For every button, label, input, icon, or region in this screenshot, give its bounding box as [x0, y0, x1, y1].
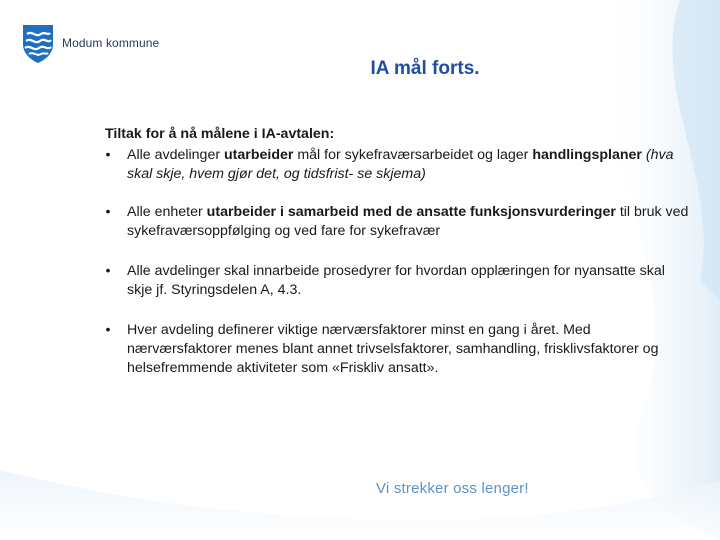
intro-heading: Tiltak for å nå målene i IA-avtalen: [105, 126, 335, 142]
bullet-dot: • [105, 263, 111, 279]
bullet-dot: • [105, 322, 111, 338]
bullet-item-3 [100, 262, 690, 300]
page-title: IA mål forts. [370, 58, 480, 79]
slogan: Vi strekker oss lenger! [376, 480, 529, 497]
bullet-dot: • [105, 204, 111, 220]
bullet-4-text: Hver avdeling definerer viktige nærværsfaktorer minst en gang i året. Med nærværsfaktorer menes blant annet trivselsfaktorer, samhandling, frisklivsfaktorer og helsefremmende aktiviteter som «Friskliv ansatt». [127, 322, 659, 376]
logo [20, 22, 159, 64]
content [100, 125, 690, 378]
bullet-3-text: Alle avdelinger skal innarbeide prosedyrer for hvordan opplæringen for nyansatte skal skje jf. Styringsdelen A, 4.3. [127, 263, 665, 298]
bullet-item-4 [100, 321, 690, 378]
bullet-dot: • [105, 147, 111, 163]
logo-text: Modum kommune [62, 36, 160, 50]
modum-crest-icon [20, 22, 56, 64]
bullet-2-text: Alle enheter utarbeider i samarbeid med de ansatte funksjonsvurderinger til bruk ved sykefraværsoppfølging og ved fare for sykefravær [127, 204, 689, 239]
bullet-item-2 [100, 203, 690, 241]
bullet-item-1 [100, 146, 690, 184]
bullet-1-text: Alle avdelinger utarbeider mål for sykefraværsarbeidet og lager handlingsplaner (hva skal skje, hvem gjør det, og tidsfrist- se skjema) [127, 147, 674, 182]
